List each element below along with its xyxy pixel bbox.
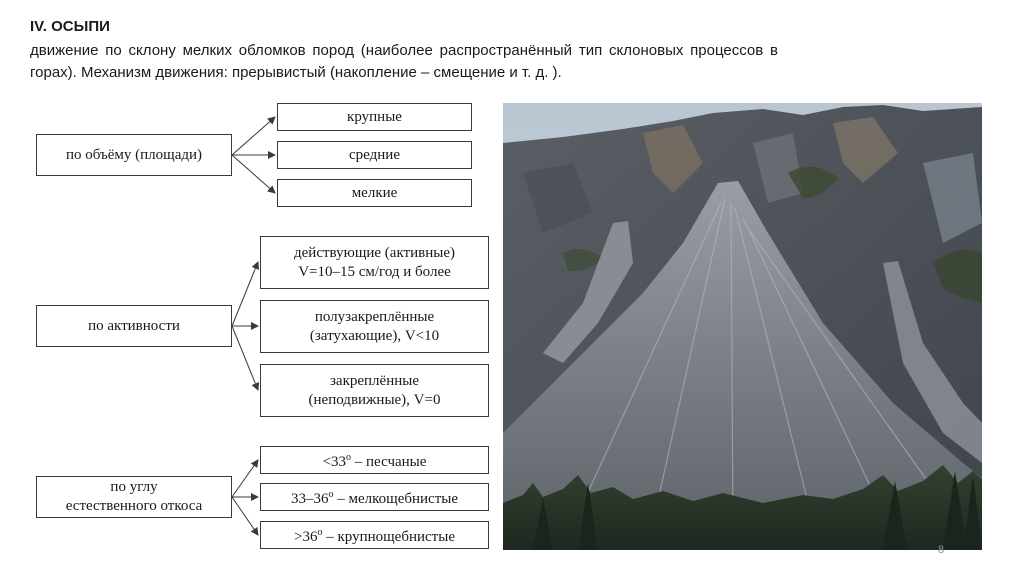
activity-active-box	[260, 236, 489, 289]
angle-coarse-gravel-box	[260, 521, 489, 549]
angle-fine-gravel-box	[260, 483, 489, 511]
angle-sandy-box	[260, 446, 489, 474]
activity-fixed-line1: закреплённые	[330, 372, 419, 389]
category-by-angle	[36, 476, 232, 518]
page-number: 8	[938, 544, 945, 556]
arrow-angle-sandy	[232, 460, 258, 497]
activity-active-line1: действующие (активные)	[294, 244, 455, 261]
activity-semi-fixed-line2: (затухающие), V<10	[309, 327, 440, 344]
scree-slope-photo	[503, 103, 982, 550]
activity-fixed-box	[260, 364, 489, 417]
slide-heading: IV. ОСЫПИ	[30, 18, 110, 35]
arrow-volume-small	[232, 155, 275, 193]
angle-coarse-gravel-label: $>36^о$ – крупнощебнистые	[294, 527, 455, 545]
volume-medium-label: средние	[349, 146, 400, 163]
activity-semi-fixed-box	[260, 300, 489, 353]
volume-medium-box	[277, 141, 472, 169]
category-by-volume-label: по объёму (площади)	[65, 146, 203, 163]
category-by-activity-label: по активности	[88, 317, 180, 334]
arrow-angle-coarse	[232, 497, 258, 535]
arrow-volume-large	[232, 117, 275, 155]
activity-fixed-line2: (неподвижные), V=0	[308, 391, 441, 408]
angle-fine-gravel-label: $33-36^о$ – мелкощебнистые	[290, 489, 458, 507]
volume-small-label: мелкие	[351, 184, 398, 201]
volume-small-box	[277, 179, 472, 207]
volume-large-box	[277, 103, 472, 131]
category-by-angle-line1: по углу	[110, 479, 158, 495]
category-by-volume	[36, 134, 232, 176]
angle-sandy-label: $<33^о$ – песчаные	[322, 452, 427, 470]
activity-active-line2: V=10–15 см/год и более	[298, 263, 451, 280]
activity-semi-fixed-line1: полузакреплённые	[314, 308, 435, 325]
slide-description: движение по склону мелких обломков пород (наиболее распространённый тип склоновых процессов в горах). Механизм движения: прерывистый (накопление – смещение и т. д. ).	[30, 42, 778, 81]
volume-large-label: крупные	[347, 108, 402, 125]
arrow-activity-active	[232, 262, 258, 326]
category-by-angle-line2: естественного откоса	[65, 498, 203, 514]
arrow-activity-fixed	[232, 326, 258, 390]
category-by-activity	[36, 305, 232, 347]
